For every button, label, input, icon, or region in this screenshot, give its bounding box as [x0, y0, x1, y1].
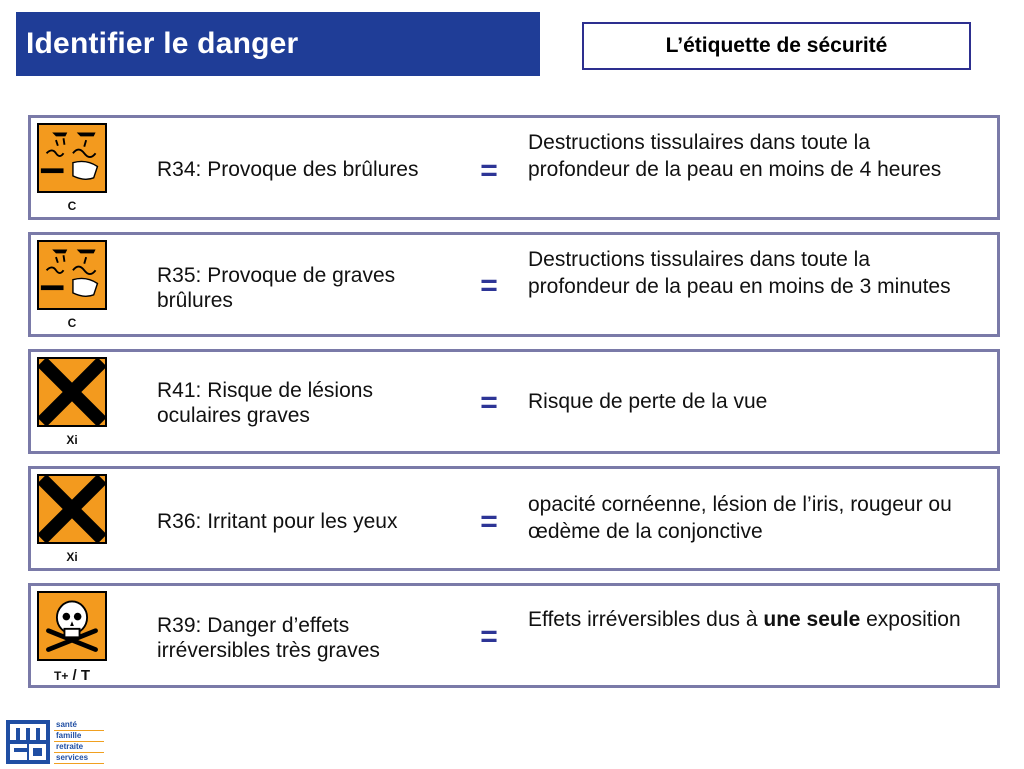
irritant-cross-icon	[37, 474, 107, 544]
hazard-symbol: Xi	[66, 433, 78, 447]
r-phrase: R34: Provoque des brûlures	[157, 158, 419, 181]
hazard-symbol	[37, 667, 107, 684]
risk-row-r41	[28, 349, 1000, 454]
risk-row-r34	[28, 115, 1000, 220]
msa-logo	[6, 720, 101, 764]
logo-tagline	[54, 720, 104, 764]
hazard-description: Risque de perte de la vue	[528, 390, 768, 413]
hazard-symbol: C	[67, 316, 77, 330]
safety-label-heading: L’étiquette de sécurité	[582, 22, 971, 70]
hazard-symbol-toxic: T	[80, 667, 91, 684]
hazard-description: Destructions tissulaires dans toute la profondeur de la peau en moins de 4 heures	[528, 131, 942, 181]
pictogram-block	[37, 591, 109, 687]
equals-sign: =	[480, 386, 498, 419]
equals-sign: =	[480, 269, 498, 302]
toxic-skull-icon	[37, 591, 107, 661]
logo-line: santé	[54, 720, 104, 731]
equals-sign: =	[480, 154, 498, 187]
hazard-symbol: Xi	[66, 550, 78, 564]
equals-sign: =	[480, 620, 498, 653]
r-phrase: R41: Risque de lésions oculaires graves	[157, 379, 373, 427]
symbol-separator: /	[68, 667, 81, 684]
description-text: Effets irréversibles dus à	[528, 608, 764, 631]
irritant-cross-icon	[37, 357, 107, 427]
hazard-description: opacité cornéenne, lésion de l’iris, rougeur ou œdème de la conjonctive	[528, 493, 952, 543]
risk-row-r36	[28, 466, 1000, 571]
page-title: Identifier le danger	[26, 27, 299, 60]
hazard-symbol: C	[67, 199, 77, 213]
logo-line: services	[54, 753, 104, 764]
corrosive-icon	[37, 123, 107, 193]
corrosive-icon	[37, 240, 107, 310]
equals-sign: =	[480, 505, 498, 538]
pictogram-block	[37, 123, 109, 219]
risk-row-r39	[28, 583, 1000, 688]
r-phrase: R35: Provoque de graves brûlures	[157, 264, 396, 312]
hazard-description	[528, 606, 968, 633]
hazard-symbol-very-toxic: T+	[53, 669, 69, 683]
msa-logo-mark	[6, 720, 50, 764]
pictogram-block	[37, 240, 109, 336]
risk-row-r35	[28, 232, 1000, 337]
r-phrase: R36: Irritant pour les yeux	[157, 510, 398, 533]
pictogram-block	[37, 357, 109, 453]
logo-line: famille	[54, 731, 104, 742]
r-phrase: R39: Danger d’effets irréversibles très graves	[157, 614, 380, 662]
logo-line: retraite	[54, 742, 104, 753]
description-text-end: exposition	[860, 608, 961, 631]
title-bar	[16, 12, 540, 76]
hazard-description: Destructions tissulaires dans toute la profondeur de la peau en moins de 3 minutes	[528, 248, 951, 298]
description-emphasis: une seule	[763, 608, 861, 631]
pictogram-block	[37, 474, 109, 570]
